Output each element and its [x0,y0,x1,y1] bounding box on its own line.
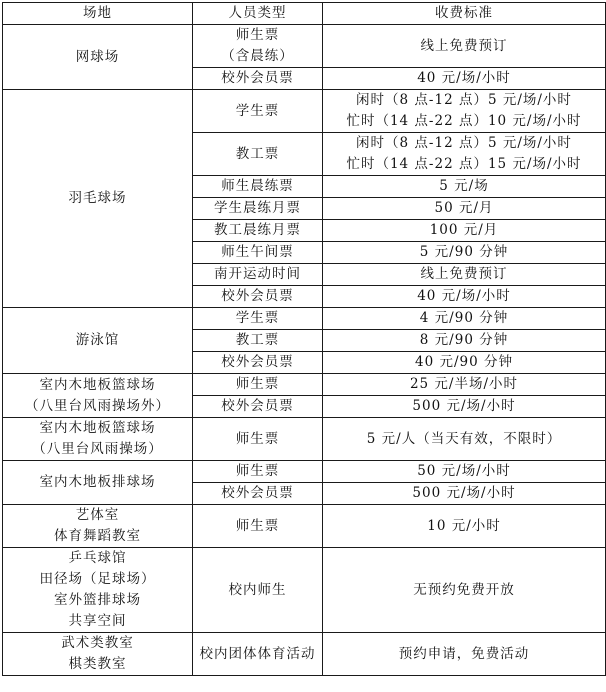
cell-text-line: 教工晨练月票 [214,222,301,238]
table-row [3,308,606,330]
cell-text-line: 500 元/场/小时 [412,485,516,501]
cell-text-line: （含晨练） [221,48,294,64]
cell-text-line: 师生晨练票 [221,178,294,194]
fee-table [2,2,606,676]
person-type-cell [193,90,323,133]
table-row [3,461,606,483]
cell-text-line: 5 元/人（当天有效，不限时） [366,430,562,447]
table-row [3,374,606,396]
fee-cell [323,505,606,548]
venue-cell [3,505,193,548]
cell-text-line: 线上免费预订 [420,266,508,282]
cell-text-line: 闲时（8 点-12 点）5 元/场/小时 [356,135,572,151]
cell-text-line: 5 元/90 分钟 [419,244,509,260]
cell-text-line: 师生票 [235,430,280,447]
venue-cell [3,633,193,676]
person-type-cell [193,461,323,483]
cell-text-line: 40 元/场/小时 [417,70,511,86]
header-person-type: 人员类型 [193,3,323,25]
person-type-cell [193,220,323,242]
cell-text-line: 无预约免费开放 [413,581,515,598]
fee-cell [323,68,606,90]
cell-text-line: 乒乓球馆 [68,550,127,566]
fee-cell [323,308,606,330]
cell-text-line: 室内木地板排球场 [39,474,156,490]
fee-cell [323,352,606,374]
person-type-cell [193,176,323,198]
table-row [3,505,606,548]
cell-text-line: 校内师生 [228,581,287,598]
person-type-cell [193,330,323,352]
cell-text-line: 40 元/场/小时 [417,288,511,304]
fee-cell [323,374,606,396]
cell-text-line: 校外会员票 [221,354,294,370]
cell-text-line: 室内木地板篮球场 [39,376,156,393]
cell-text-line: 教工票 [235,145,280,162]
cell-text-line: 师生票 [235,463,280,479]
fee-cell [323,286,606,308]
header-row [3,3,606,25]
cell-text-line: 校内团体体育活动 [199,645,316,662]
person-type-cell [193,198,323,220]
cell-text-line: 室内木地板篮球场 [39,420,156,436]
cell-text-line: 学生票 [235,102,280,119]
cell-text-line: （八里台风雨操场外） [25,397,170,414]
person-type-cell [193,396,323,418]
person-type-cell [193,633,323,676]
cell-text-line: 50 元/月 [434,200,494,216]
person-type-cell [193,25,323,68]
cell-text-line: 师生午间票 [221,244,294,260]
fee-cell [323,461,606,483]
cell-text-line: （八里台风雨操场） [32,441,163,457]
cell-text-line: 25 元/半场/小时 [409,376,519,392]
cell-text-line: 线上免费预订 [420,37,508,54]
person-type-cell [193,418,323,461]
fee-cell [323,242,606,264]
cell-text-line: 艺体室 [75,507,120,523]
venue-cell [3,374,193,418]
venue-cell [3,25,193,90]
cell-text-line: 田径场（足球场） [39,571,156,587]
venue-cell [3,90,193,308]
person-type-cell [193,264,323,286]
fee-cell [323,548,606,633]
person-type-cell [193,68,323,90]
table-row [3,90,606,133]
cell-text-line: 校外会员票 [221,70,294,86]
person-type-cell [193,352,323,374]
cell-text-line: 校外会员票 [221,288,294,304]
cell-text-line: 校外会员票 [221,485,294,501]
venue-cell [3,548,193,633]
table-body [3,25,606,676]
fee-cell [323,330,606,352]
cell-text-line: 50 元/场/小时 [417,463,511,479]
cell-text-line: 室外篮排球场 [54,592,141,608]
cell-text-line: 师生票 [235,376,280,392]
fee-cell [323,133,606,176]
cell-text-line: 校外会员票 [221,398,294,414]
cell-text-line: 4 元/90 分钟 [419,310,509,326]
fee-cell [323,264,606,286]
cell-text-line: 棋类教室 [68,656,127,672]
fee-cell [323,483,606,505]
header-fee-standard: 收费标准 [323,3,606,25]
header-venue: 场地 [3,3,193,25]
cell-text-line: 5 元/场 [439,178,489,194]
venue-cell [3,461,193,505]
venue-cell [3,418,193,461]
fee-cell [323,418,606,461]
table-row [3,418,606,461]
table-row [3,633,606,676]
fee-cell [323,25,606,68]
venue-cell [3,308,193,374]
cell-text-line: 教工票 [235,332,280,348]
cell-text-line: 南开运动时间 [214,266,301,282]
person-type-cell [193,505,323,548]
fee-cell [323,90,606,133]
cell-text-line: 忙时（14 点-22 点）15 元/场/小时 [346,156,582,172]
cell-text-line: 学生晨练月票 [214,200,301,216]
fee-cell [323,198,606,220]
cell-text-line: 500 元/场/小时 [412,398,516,414]
fee-cell [323,176,606,198]
fee-cell [323,396,606,418]
cell-text-line: 忙时（14 点-22 点）10 元/场/小时 [346,113,582,129]
cell-text-line: 体育舞蹈教室 [54,528,141,544]
cell-text-line: 武术类教室 [61,635,134,651]
table-row [3,25,606,68]
person-type-cell [193,286,323,308]
cell-text-line: 羽毛球场 [68,190,127,206]
cell-text-line: 共享空间 [68,613,127,629]
fee-cell [323,633,606,676]
cell-text-line: 预约申请，免费活动 [398,645,530,662]
person-type-cell [193,374,323,396]
person-type-cell [193,308,323,330]
person-type-cell [193,133,323,176]
cell-text-line: 100 元/月 [429,222,499,238]
cell-text-line: 学生票 [235,310,280,326]
person-type-cell [193,548,323,633]
cell-text-line: 10 元/小时 [427,517,501,534]
cell-text-line: 师生票 [235,517,280,534]
cell-text-line: 40 元/90 分钟 [415,354,513,370]
table-row [3,548,606,633]
cell-text-line: 网球场 [75,48,120,65]
person-type-cell [193,483,323,505]
cell-text-line: 师生票 [235,27,280,43]
table-header [3,3,606,25]
cell-text-line: 闲时（8 点-12 点）5 元/场/小时 [356,92,572,108]
cell-text-line: 8 元/90 分钟 [419,332,509,348]
person-type-cell [193,242,323,264]
cell-text-line: 游泳馆 [75,332,120,348]
fee-cell [323,220,606,242]
